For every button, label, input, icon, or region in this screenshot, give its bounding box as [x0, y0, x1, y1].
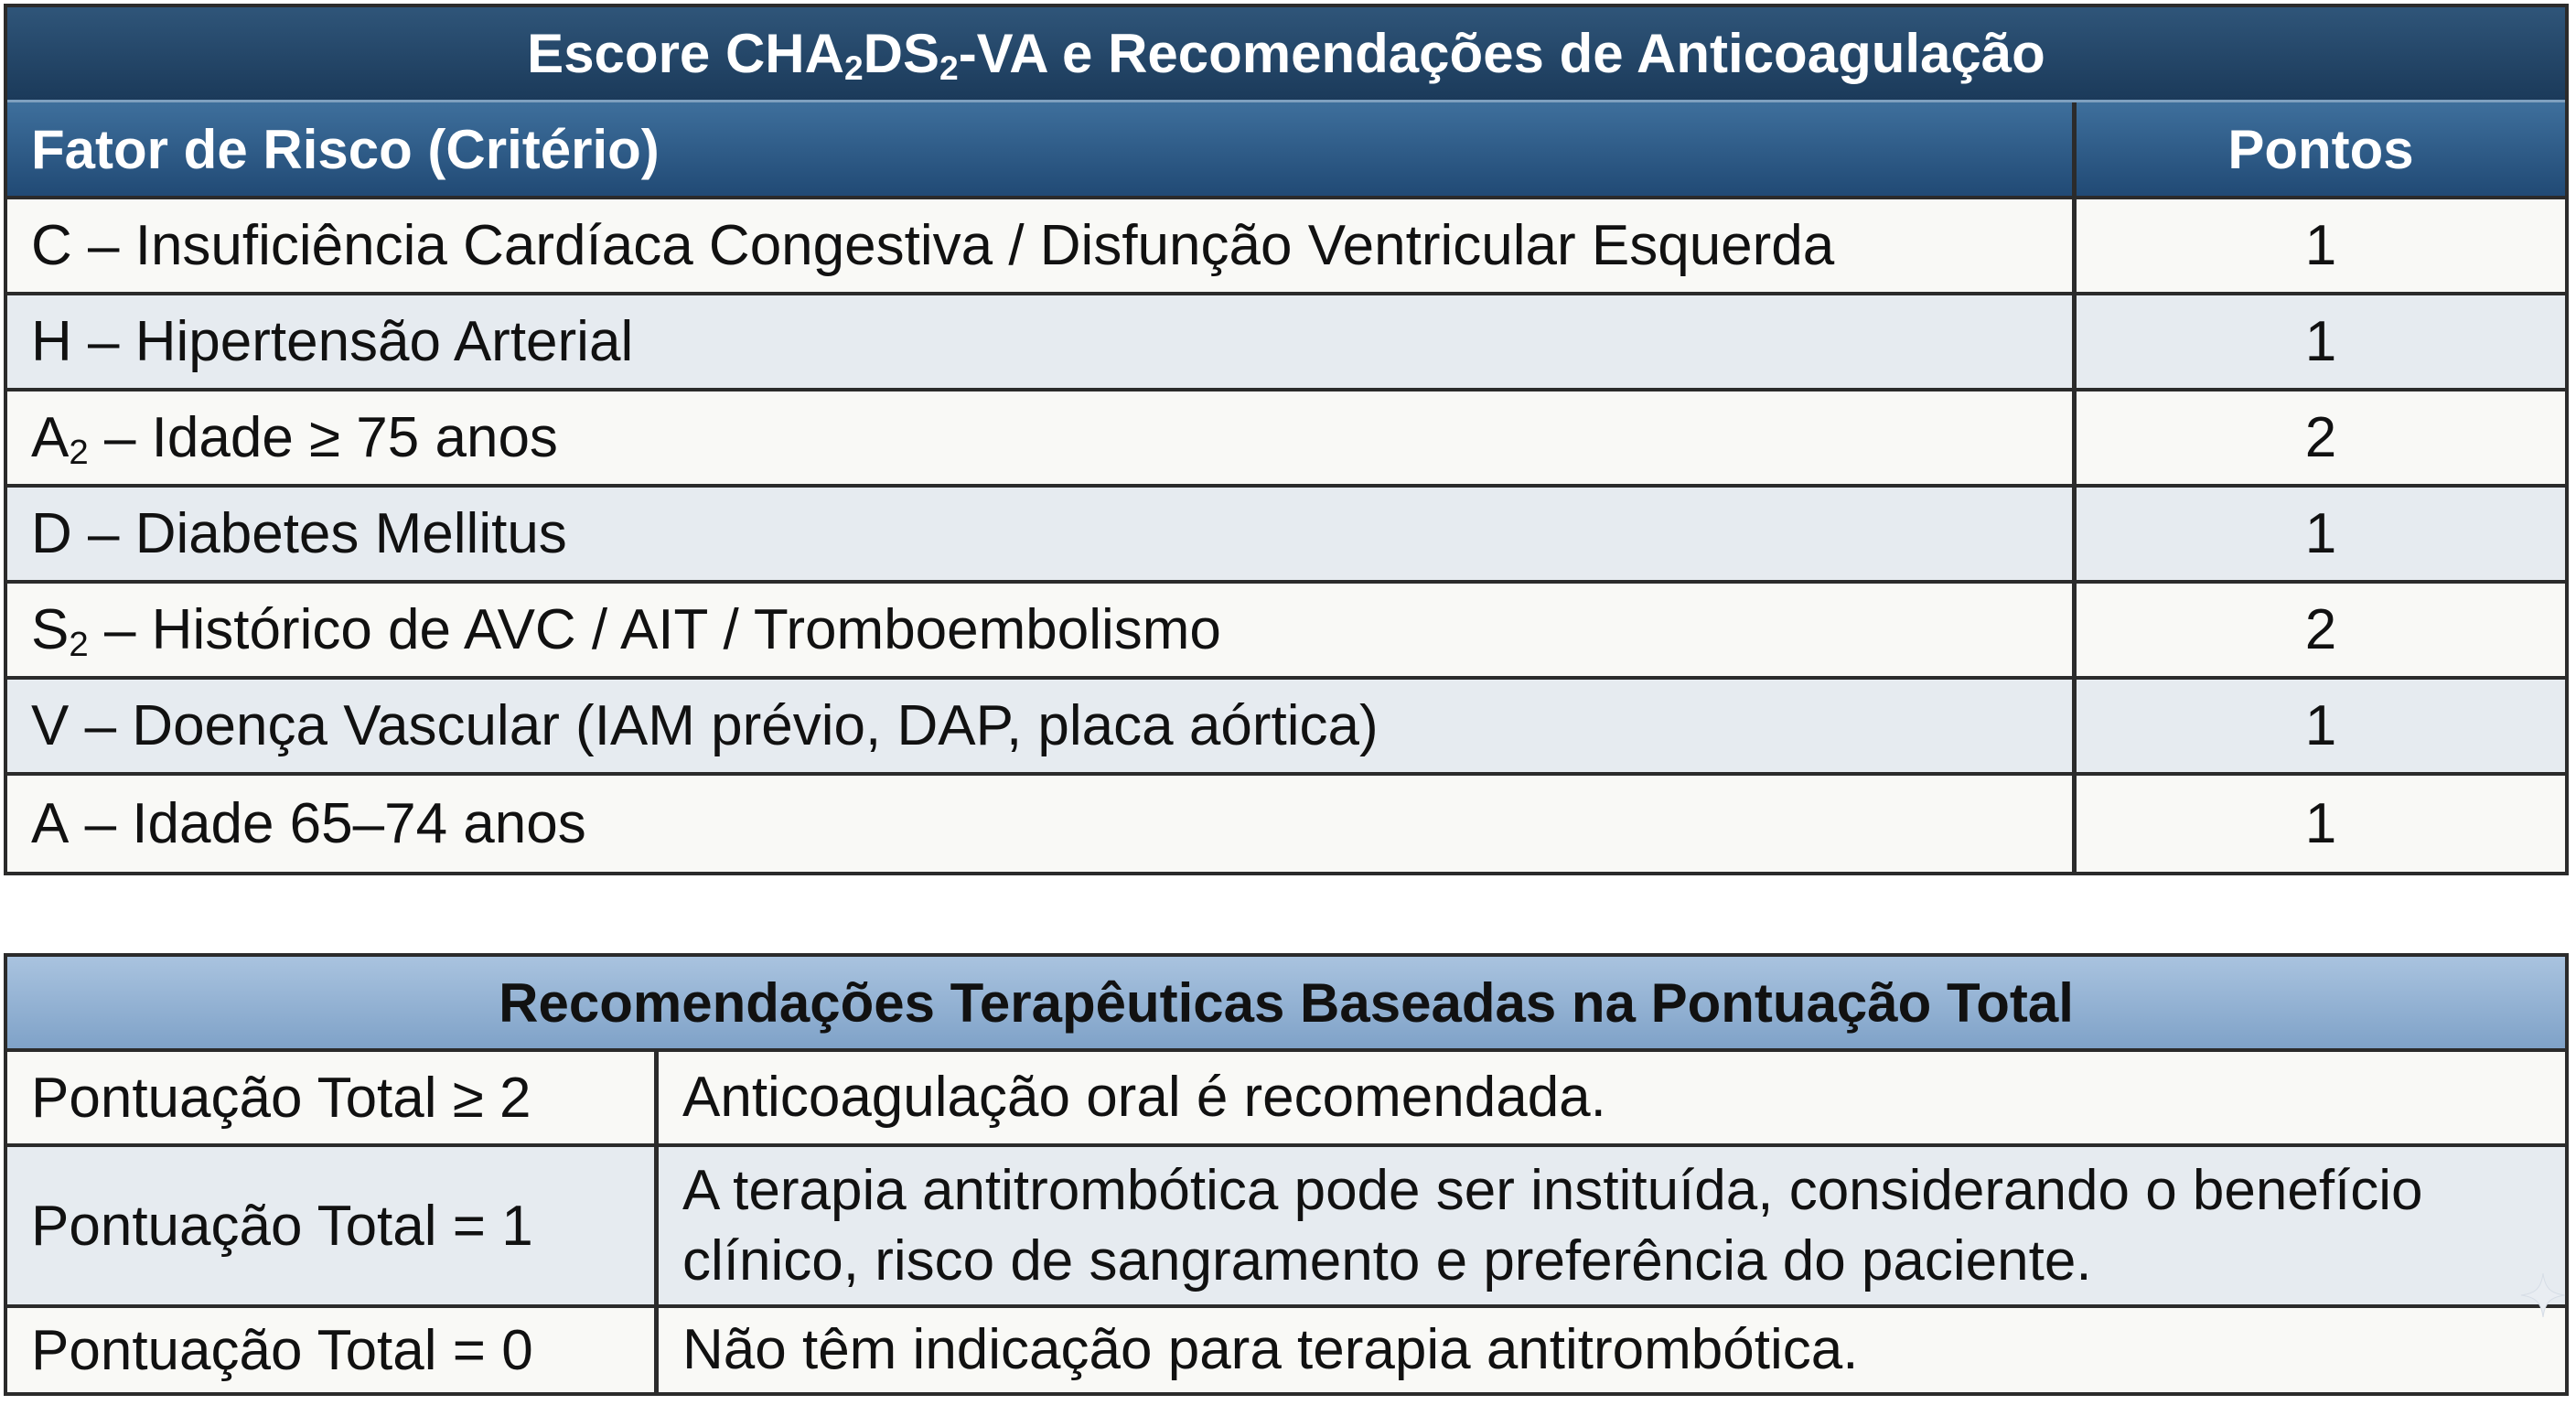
risk-factor-description: – Hipertensão Arterial	[71, 310, 634, 373]
header-risk-factor: Fator de Risco (Critério)	[7, 102, 2077, 196]
recommendation-row	[7, 1308, 2565, 1392]
risk-factor-cell	[7, 680, 2077, 772]
recommendation-text: A terapia antitrombótica pode ser instituída, considerando o benefício clínico, risco de sangramento e preferência do paciente.	[682, 1158, 2423, 1292]
risk-factor-description: – Diabetes Mellitus	[71, 502, 567, 565]
points-cell: 2	[2304, 598, 2337, 661]
recommendation-row	[7, 1147, 2565, 1308]
risk-factor-cell	[7, 295, 2077, 388]
risk-factor-description: – Idade 65–74 anos	[69, 792, 586, 855]
risk-factor-letter: D	[31, 502, 72, 565]
score-row	[7, 295, 2565, 391]
score-row	[7, 391, 2565, 488]
score-row	[7, 488, 2565, 584]
total-score-cell: Pontuação Total ≥ 2	[7, 1052, 659, 1143]
risk-factor-description: – Idade ≥ 75 anos	[88, 406, 558, 469]
risk-factor-cell	[7, 199, 2077, 292]
recommendation-text: Não têm indicação para terapia antitrombótica.	[682, 1318, 1859, 1382]
score-row	[7, 199, 2565, 295]
header-points: Pontos	[2227, 118, 2414, 180]
risk-factor-letter: A	[31, 406, 70, 469]
points-cell: 2	[2304, 406, 2337, 469]
total-score-cell: Pontuação Total = 0	[7, 1308, 659, 1392]
title-part: -VA e Recomendações de Anticoagulação	[958, 23, 2045, 84]
recommendations-table	[4, 953, 2569, 1396]
risk-factor-letter: S	[31, 598, 70, 661]
risk-factor-description: – Histórico de AVC / AIT / Tromboembolismo	[88, 598, 1221, 661]
points-cell: 1	[2304, 694, 2337, 757]
points-cell: 1	[2304, 502, 2337, 565]
title-part: Escore CHA	[527, 23, 844, 84]
risk-factor-cell: S 2 – Histórico de AVC / AIT / Tromboembolismo	[7, 584, 2077, 676]
risk-factor-letter: H	[31, 310, 72, 373]
risk-factor-cell	[7, 776, 2077, 872]
score-table-header-row	[7, 102, 2565, 199]
risk-factor-description: – Doença Vascular (IAM prévio, DAP, placa aórtica)	[69, 694, 1379, 757]
risk-factor-letter: C	[31, 214, 72, 277]
score-row	[7, 776, 2565, 872]
risk-factor-cell: A 2 – Idade ≥ 75 anos	[7, 391, 2077, 484]
sparkle-icon	[2519, 1271, 2567, 1319]
risk-factor-letter: A	[31, 792, 70, 855]
total-score-cell: Pontuação Total = 1	[7, 1147, 659, 1304]
points-cell: 1	[2304, 310, 2337, 373]
risk-factor-description: – Insuficiência Cardíaca Congestiva / Disfunção Ventricular Esquerda	[71, 214, 1835, 277]
cha2ds2va-score-table	[4, 4, 2569, 875]
score-row	[7, 680, 2565, 776]
risk-factor-cell	[7, 488, 2077, 580]
recommendation-row	[7, 1052, 2565, 1147]
recommendation-text: Anticoagulação oral é recomendada.	[682, 1066, 1606, 1130]
risk-factor-letter: V	[31, 694, 70, 757]
points-cell: 1	[2304, 792, 2337, 855]
score-row	[7, 584, 2565, 680]
score-table-title: Escore CHA 2 DS 2 -VA e Recomendações de Anticoagulação	[7, 7, 2565, 102]
title-part: DS	[863, 23, 940, 84]
points-cell: 1	[2304, 214, 2337, 277]
recommendations-title: Recomendações Terapêuticas Baseadas na Pontuação Total	[7, 957, 2565, 1052]
